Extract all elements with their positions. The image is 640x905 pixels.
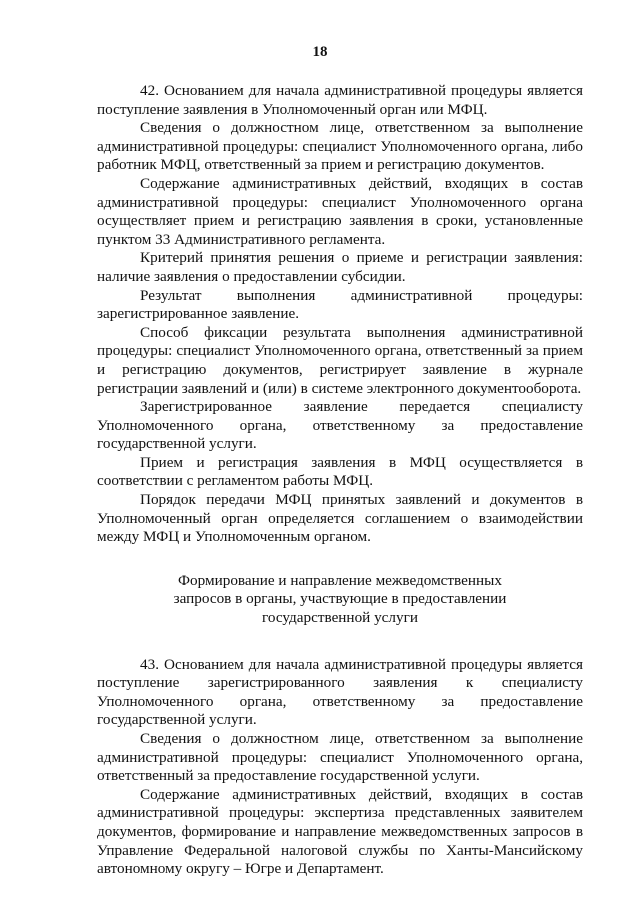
paragraph-result: Результат выполнения административной процедуры: зарегистрированное заявление. xyxy=(97,286,583,323)
paragraph-mfc-transfer-order: Порядок передачи МФЦ принятых заявлений и документов в Уполномоченный орган определяется соглашением о взаимодействии между МФЦ и Уполномоченным органом. xyxy=(97,491,583,546)
section-heading xyxy=(97,572,583,628)
section-heading-line: государственной услуги xyxy=(262,609,418,627)
paragraph-43-basis: 43. Основанием для начала административной процедуры является поступление зарегистрированного заявления к специалисту Уполномоченного органа, ответственному за предоставление государственной услуги. xyxy=(97,655,583,729)
document-body xyxy=(97,82,583,879)
paragraph-decision-criterion: Критерий принятия решения о приеме и регистрации заявления: наличие заявления о предоставлении субсидии. xyxy=(97,249,583,285)
paragraph-42-basis: 42. Основанием для начала административной процедуры является поступление заявления в Уполномоченный орган или МФЦ. xyxy=(97,82,583,118)
paragraph-responsible-official: Сведения о должностном лице, ответственном за выполнение административной процедуры: специалист Уполномоченного органа, либо работник МФЦ, ответственный за прием и регистрацию документов. xyxy=(97,119,583,174)
paragraph-transfer: Зарегистрированное заявление передается специалисту Уполномоченного органа, ответственному за предоставление государственной услуги. xyxy=(97,398,583,453)
paragraph-responsible-official: Сведения о должностном лице, ответственном за выполнение административной процедуры: специалист Уполномоченного органа, ответственный за предоставление государственной услуги. xyxy=(97,730,583,785)
section-heading-line: Формирование и направление межведомственных xyxy=(178,571,502,589)
paragraph-mfc-reception: Прием и регистрация заявления в МФЦ осуществляется в соответствии с регламентом работы МФЦ. xyxy=(97,453,583,490)
section-heading-line: запросов в органы, участвующие в предоставлении xyxy=(173,590,507,608)
page-number: 18 xyxy=(312,44,328,60)
paragraph-actions-content: Содержание административных действий, входящих в состав административной процедуры: специалист Уполномоченного органа осуществляет прием и регистрацию заявления в сроки, установленные пунктом 33 Административного регламента. xyxy=(97,174,583,248)
paragraph-actions-content: Содержание административных действий, входящих в состав административной процедуры: экспертиза представленных заявителем документов, формирование и направление межведомственных запросов в Управление Федеральной налоговой службы по Ханты-Мансийскому автономному округу – Югре и Департамент. xyxy=(97,785,583,878)
paragraph-fixation-method: Способ фиксации результата выполнения административной процедуры: специалист Уполномоченного органа, ответственный за прием и регистрацию документов, регистрирует заявление в журнале регистрации заявлений и (или) в системе электронного документооборота. xyxy=(97,323,583,397)
